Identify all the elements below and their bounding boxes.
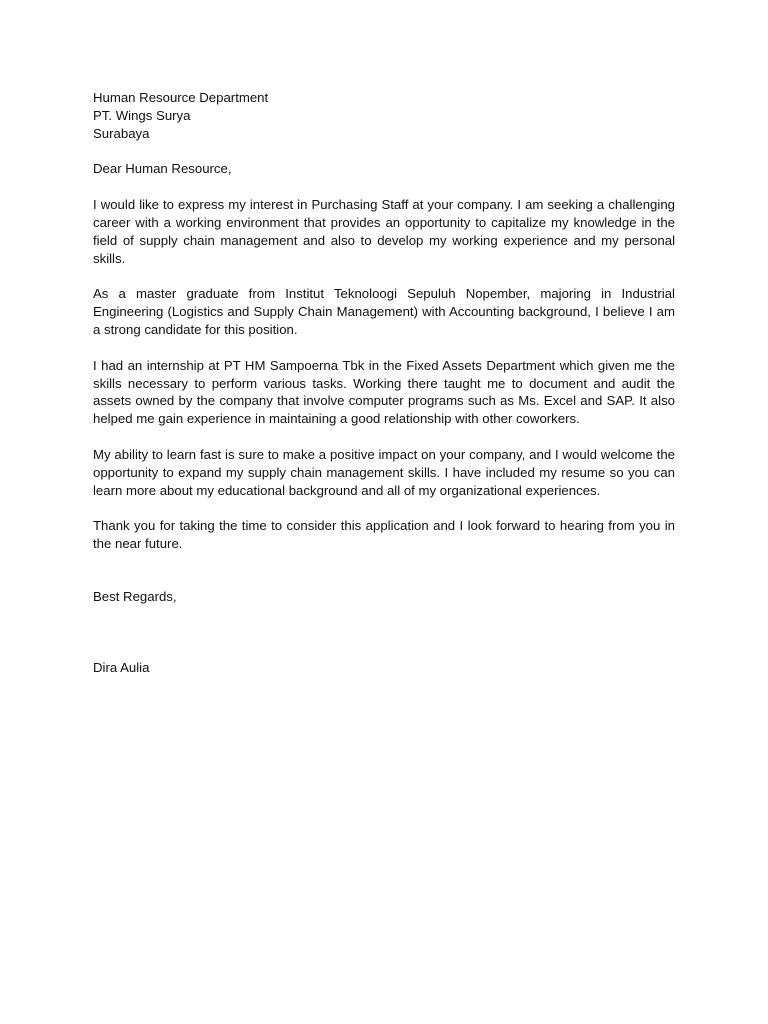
body-paragraph-skills: My ability to learn fast is sure to make a positive impact on your company, and I would welcome the opportunity to expand my supply chain management skills. I have included my resume so you can learn more about my educational background and all of my organizational experiences.: [93, 446, 675, 498]
body-paragraph-education: As a master graduate from Institut Teknoloogi Sepuluh Nopember, majoring in Industrial Engineering (Logistics and Supply Chain Management) with Accounting background, I believe I am a strong candidate for this position.: [93, 286, 675, 337]
body-paragraph-interest: I would like to express my interest in Purchasing Staff at your company. I am seeking a challenging career with a working environment that provides an opportunity to capitalize my knowledge in the field of supply chain management and also to develop my working experience and my personal skills.: [93, 197, 675, 266]
body-paragraph-internship: I had an internship at PT HM Sampoerna Tbk in the Fixed Assets Department which given me the skills necessary to perform various tasks. Working there taught me to document and audit the assets owned by the company that involve computer programs such as Ms. Excel and SAP. It also helped me gain experience in maintaining a good relationship with other coworkers.: [93, 357, 675, 427]
recipient-company: PT. Wings Surya: [93, 107, 191, 123]
recipient-address: [93, 89, 675, 142]
recipient-city: Surabaya: [93, 125, 150, 141]
signature-name: Dira Aulia: [93, 659, 150, 675]
cover-letter: [93, 89, 675, 677]
closing: Best Regards,: [93, 588, 177, 604]
salutation: Dear Human Resource,: [93, 161, 232, 177]
body-paragraph-thanks: Thank you for taking the time to consider this application and I look forward to hearing from you in the near future.: [93, 518, 675, 552]
recipient-department: Human Resource Department: [93, 90, 269, 105]
